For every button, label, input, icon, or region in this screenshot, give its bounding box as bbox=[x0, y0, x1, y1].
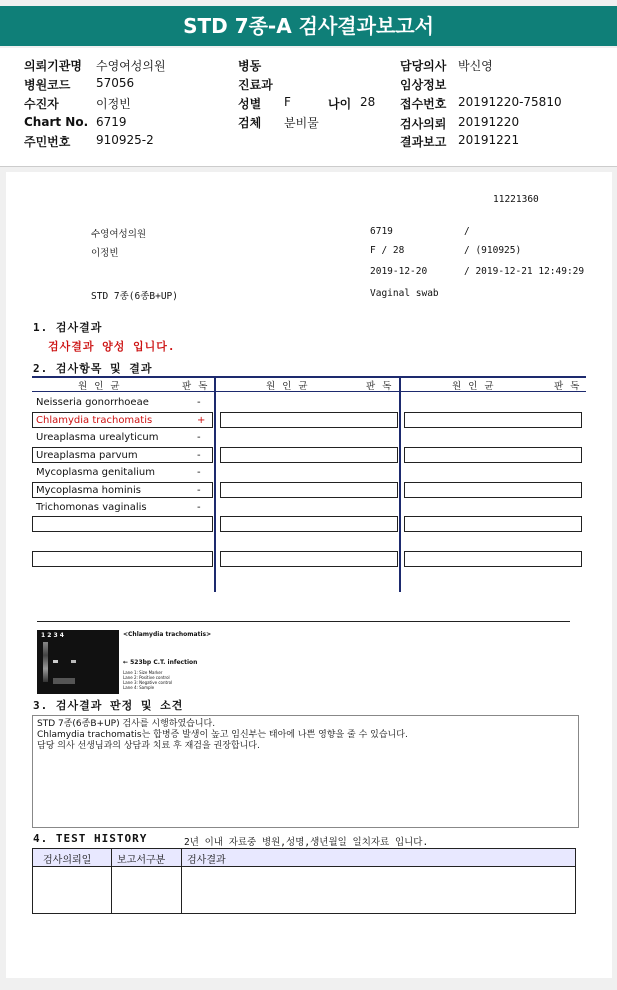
organism-name: Ureaplasma parvum bbox=[36, 450, 138, 461]
col-organism-3: 원 인 균 bbox=[452, 381, 496, 392]
sex-label: 성별 bbox=[238, 97, 262, 111]
row-box bbox=[404, 447, 582, 463]
organism-name: Chlamydia trachomatis bbox=[36, 415, 153, 426]
organism-result: - bbox=[197, 502, 201, 513]
receipt-value: 20191220-75810 bbox=[458, 95, 562, 109]
row-box bbox=[220, 482, 398, 498]
gel-primer-dimer bbox=[53, 678, 75, 684]
gel-top-rule bbox=[37, 621, 570, 622]
specimen-label: 검체 bbox=[238, 116, 262, 130]
organism-name: Trichomonas vaginalis bbox=[36, 502, 147, 513]
code-label: 병원코드 bbox=[24, 78, 71, 92]
doc-slash: / bbox=[464, 226, 470, 237]
hospital-label: 의뢰기관명 bbox=[24, 59, 82, 73]
doc-chart: 6719 bbox=[370, 226, 393, 237]
organism-result: - bbox=[197, 432, 201, 443]
row-box bbox=[220, 412, 398, 428]
history-header-row bbox=[33, 849, 575, 867]
result-summary: 검사결과 양성 입니다. bbox=[48, 340, 176, 353]
opinion-line: 담당 의사 선생님과의 상담과 치료 후 재검을 권장합니다. bbox=[37, 741, 260, 751]
organism-name: Mycoplasma hominis bbox=[36, 485, 141, 496]
age-value: 28 bbox=[360, 95, 376, 109]
receipt-label: 접수번호 bbox=[400, 97, 447, 111]
opinion-box bbox=[32, 715, 579, 828]
col-result-2: 판 독 bbox=[366, 381, 394, 392]
gel-electrophoresis-image bbox=[37, 630, 119, 694]
rrn-value: 910925-2 bbox=[96, 133, 154, 147]
table-divider-1 bbox=[214, 376, 216, 592]
doc-hospital: 수영여성의원 bbox=[91, 229, 147, 240]
row-box bbox=[404, 412, 582, 428]
doc-date-report: / 2019-12-21 12:49:29 bbox=[464, 266, 585, 277]
row-box bbox=[220, 551, 398, 567]
report-label: 결과보고 bbox=[400, 135, 447, 149]
report-header bbox=[0, 48, 617, 167]
dept-label: 진료과 bbox=[238, 78, 273, 92]
doc-test-name: STD 7종(6종B+UP) bbox=[91, 291, 178, 302]
gel-band-label: ← 523bp C.T. infection bbox=[123, 659, 198, 666]
history-col-report-type: 보고서구분 bbox=[117, 855, 166, 866]
history-col-divider bbox=[181, 849, 182, 913]
organism-result: - bbox=[197, 467, 201, 478]
gel-band bbox=[71, 660, 76, 663]
gel-legend-item: Lane 4: Sample bbox=[123, 685, 155, 690]
section-2-title: 2. 검사항목 및 결과 bbox=[33, 362, 153, 375]
history-note: 2년 이내 자료중 병원,성명,생년월일 일치자료 입니다. bbox=[184, 837, 429, 848]
gel-lane-numbers: 1 2 3 4 bbox=[41, 632, 64, 639]
row-box bbox=[32, 516, 213, 532]
code-value: 57056 bbox=[96, 76, 135, 90]
history-col-divider bbox=[111, 849, 112, 913]
patient-value: 이정빈 bbox=[96, 97, 131, 111]
col-organism-2: 원 인 균 bbox=[266, 381, 310, 392]
chart-label: Chart No. bbox=[24, 115, 89, 129]
section-3-title: 3. 검사결과 판정 및 소견 bbox=[33, 699, 184, 712]
doc-id: 11221360 bbox=[493, 194, 539, 205]
organism-name: Mycoplasma genitalium bbox=[36, 467, 155, 478]
request-label: 검사의뢰 bbox=[400, 117, 447, 131]
clinical-label: 임상정보 bbox=[400, 78, 447, 92]
row-box bbox=[220, 447, 398, 463]
col-result-3: 판 독 bbox=[554, 381, 582, 392]
ward-label: 병동 bbox=[238, 59, 262, 73]
sex-value: F bbox=[284, 95, 291, 109]
gel-title: <Chlamydia trachomatis> bbox=[123, 631, 212, 638]
specimen-value: 분비물 bbox=[284, 116, 319, 130]
age-label: 나이 bbox=[328, 97, 352, 111]
col-result-1: 판 독 bbox=[182, 381, 210, 392]
request-value: 20191220 bbox=[458, 115, 520, 129]
organism-result: - bbox=[197, 485, 201, 496]
doc-name: 이정빈 bbox=[91, 248, 119, 259]
organism-result: + bbox=[197, 415, 206, 426]
history-col-request-date: 검사의뢰일 bbox=[43, 855, 92, 866]
report-title: STD 7종-A 검사결과보고서 bbox=[0, 6, 617, 46]
gel-marker-lane bbox=[43, 642, 48, 682]
doc-rrn: / (910925) bbox=[464, 245, 522, 256]
opinion-line: STD 7종(6종B+UP) 검사를 시행하였습니다. bbox=[37, 719, 216, 729]
doc-date-received: 2019-12-20 bbox=[370, 266, 428, 277]
history-col-result: 검사결과 bbox=[187, 855, 226, 866]
gel-legend-item: Lane 3: Negative control bbox=[123, 680, 173, 685]
gel-band bbox=[53, 660, 58, 663]
doc-specimen: Vaginal swab bbox=[370, 288, 439, 299]
doc-sex-age: F / 28 bbox=[370, 245, 405, 256]
chart-value: 6719 bbox=[96, 115, 127, 129]
row-box bbox=[32, 551, 213, 567]
section-1-title: 1. 검사결과 bbox=[33, 321, 103, 334]
patient-label: 수진자 bbox=[24, 97, 59, 111]
gel-legend-item: Lane 2: Positive control bbox=[123, 675, 170, 680]
rrn-label: 주민번호 bbox=[24, 135, 71, 149]
col-organism-1: 원 인 균 bbox=[78, 381, 122, 392]
history-table bbox=[32, 848, 576, 914]
row-box bbox=[404, 516, 582, 532]
table-divider-2 bbox=[399, 376, 401, 592]
organism-result: - bbox=[197, 450, 201, 461]
report-value: 20191221 bbox=[458, 133, 520, 147]
row-box bbox=[404, 482, 582, 498]
row-box bbox=[220, 516, 398, 532]
organism-result: - bbox=[197, 397, 201, 408]
hospital-value: 수영여성의원 bbox=[96, 59, 166, 73]
doctor-value: 박신영 bbox=[458, 59, 493, 73]
section-4-title: 4. TEST HISTORY bbox=[33, 832, 148, 845]
gel-legend-item: Lane 1: Size Marker bbox=[123, 670, 163, 675]
opinion-line: Chlamydia trachomatis는 합병증 발생이 높고 임신부는 태아에 나쁜 영향을 줄 수 있습니다. bbox=[37, 730, 408, 740]
organism-name: Ureaplasma urealyticum bbox=[36, 432, 159, 443]
report-document bbox=[6, 172, 612, 978]
row-box bbox=[404, 551, 582, 567]
doctor-label: 담당의사 bbox=[400, 59, 447, 73]
organism-name: Neisseria gonorrhoeae bbox=[36, 397, 149, 408]
